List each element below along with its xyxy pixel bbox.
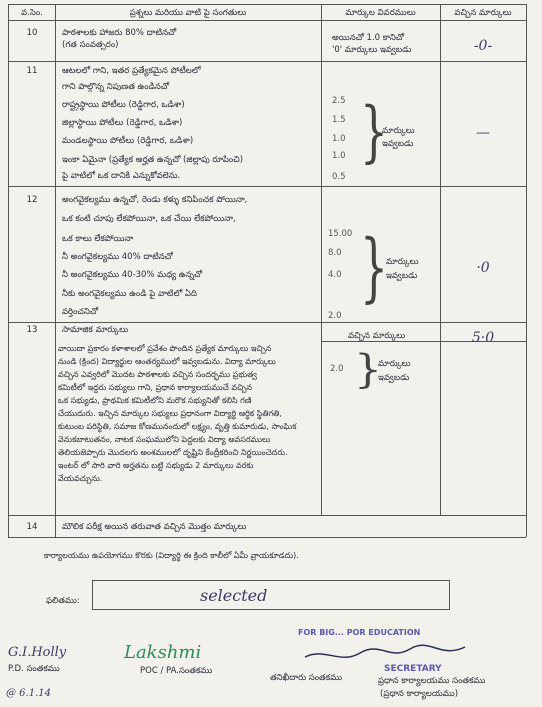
header-sno: వ.సెం. — [21, 8, 43, 18]
row-question-line: ఇంకా ఏమైనా (ప్రత్యేక అర్హత ఉన్నచో (జిల్లాపు రూపించి) — [62, 155, 244, 165]
row-question-line: నీ అంగవైకల్యము 40% దాటినచో — [62, 252, 173, 262]
brace-icon: } — [354, 346, 382, 393]
corner-handwritten-mark: @ 6.1.14 — [6, 688, 51, 699]
row-question-line: జిల్లాస్థాయి పోటీలు (రెడ్డిగార, ఒడిశా) — [62, 118, 183, 128]
marks-label-line: మార్కులు — [382, 126, 415, 136]
row-question-line: వెనుకబాటుతనం, నాటక సంఘములోని పెద్దలకు విద్యా అవసరములు — [58, 435, 271, 444]
marks-label-line: మార్కులు — [378, 359, 411, 369]
marks-value: 15.00 — [328, 229, 353, 239]
col2-border — [321, 4, 322, 515]
marks-value: 2.0 — [330, 364, 344, 374]
row-number: 13 — [26, 325, 38, 335]
row10-bottom-border — [8, 61, 526, 62]
marks-value: 2.5 — [332, 96, 346, 106]
marks-label-line: ఇవ్వబడు — [386, 271, 418, 281]
result-box — [92, 580, 450, 610]
row-question-line: వర్తించనిచో — [62, 307, 98, 317]
row-question-line: తెలియజెప్పారు మొదలగు అంశములలో దృష్టిని కేంద్రీకరించి నిర్ణయించెదరు. — [58, 448, 288, 457]
marks-value: 1.0 — [332, 151, 346, 161]
marks-label-line: ఇవ్వబడు — [382, 139, 414, 149]
brace-icon: } — [360, 94, 388, 171]
awarded-marks: ·0 — [476, 260, 490, 276]
brace-icon: } — [360, 225, 388, 312]
row-number: 12 — [26, 195, 38, 205]
row-question-line: మౌలిక పరీక్ష అయిన తరువాత వచ్చిన మొత్తం మార్కులు — [62, 522, 247, 532]
row-number: 14 — [26, 522, 38, 532]
result-label: ఫలితము: — [46, 596, 80, 606]
awarded-marks: 5·0 — [471, 330, 495, 346]
row-question-line: అంగవైకల్యము ఉన్నచో, రెండు కళ్ళు కనిపించక పోయినా, — [62, 195, 248, 205]
member-signature-label: తనిఖీదారు సంతకము — [270, 673, 343, 683]
row-question-line: నుండి (క్రింద) విద్యార్థుల ఆంతర్యములో ఇవ్వబడును. విద్యా మార్కులు — [58, 357, 276, 366]
row-question-line: ఇంటర్ లో సారి వారి అర్హతను బట్టి సభ్యుడు 2 మార్కులు వరకు — [58, 461, 254, 470]
row13-bottom-border — [8, 515, 526, 516]
marks-detail-line: అయినచో 1.0 కానిచో — [332, 33, 405, 43]
col1-border — [55, 4, 56, 537]
header-marks-details: మార్కుల వివరములు — [345, 8, 416, 18]
row-question-line: పై వాటిలో ఒక దానికి ఎన్నుకోవలెను. — [62, 171, 181, 181]
row-question-line: వచ్చిన ఎవ్వరిలో మొదట పాఠశాలకు వచ్చిన సందర్భము ప్రభుత్వ — [58, 370, 257, 379]
marks-label-line: ఇవ్వబడు — [378, 373, 410, 383]
row-question-line: మండలస్థాయి పోటీలు (రెడ్డిగార, ఒడిశా) — [62, 136, 194, 146]
head-office-note: (ప్రధాన కార్యాలయము) — [380, 689, 459, 699]
marks-value: 4.0 — [328, 270, 342, 280]
row-question-line: పాఠశాలకు హాజరు 80% దాటినచో — [62, 28, 177, 38]
marks-detail-line: '0' మార్కులు ఇవ్వబడు — [332, 45, 412, 55]
header-bottom-border — [8, 20, 526, 21]
awarded-marks: — — [476, 125, 490, 141]
row-question-line: గాని పాల్గొన్న నిపుణత ఉండినచో — [62, 82, 170, 92]
row-question-line: కుటుంబ పరిస్థితి, సమాజ కోణమునందులో లక్ష్యం, వృత్తి కుమారుడు, సాంఘిక — [58, 422, 297, 431]
row-question-line: కమిటీలో ఇద్దరు సభ్యులు గాని, ప్రధాన కార్యాలయముచే వచ్చిన — [58, 383, 253, 392]
marks-label-line: మార్కులు — [386, 257, 419, 267]
row-question-line: వాయిదా ప్రకారం కళాశాలలో ప్రవేశం పొందిన ప్రత్యేక మార్కులు ఇచ్చిన — [58, 344, 272, 353]
row-question-line: నీకు అంగవైకల్యము ఉండి పై వాటిలో ఏది — [62, 289, 197, 299]
marks-value: 8.0 — [328, 248, 342, 258]
header-question: ప్రశ్నలు మరియు వాటి పై సంగతులు — [129, 8, 247, 18]
table-right-border — [526, 4, 527, 537]
row-question-line: నీ అంగవైకల్యము 40-30% మధ్య ఉన్నచో — [62, 270, 203, 280]
row-question-title: సామాజిక మార్కులు — [62, 325, 129, 335]
row-question-line: ఒక కంటి చూపు లేకపోయినా, ఒక చేయి లేకపోయినా, — [62, 214, 236, 224]
org-stamp-secretary: SECRETARY — [384, 664, 442, 674]
pd-signature: G.I.Holly — [8, 645, 67, 660]
row-question-line: రాష్ట్రస్థాయి పోటీలు (రెడ్డిగార, ఒడిశా) — [62, 100, 185, 110]
row-number: 11 — [26, 66, 38, 76]
row12-bottom-border — [8, 322, 526, 323]
marks-value: 1.0 — [332, 134, 346, 144]
row-number: 10 — [26, 28, 38, 38]
row-question-line: వేయవచ్చును. — [58, 474, 103, 483]
marks-subheader: వచ్చిన మార్కులు — [348, 331, 406, 341]
org-stamp-top: FOR BIG... POR EDUCATION — [298, 628, 421, 637]
pd-label: P.D. సంతకము — [8, 664, 60, 674]
row-question-line: (గత సంవత్సరం) — [62, 40, 119, 50]
office-use-note: కార్యాలయము ఉపయోగము కొరకు (విద్యార్థి ఈ క్రింది కాలీలో ఏమీ వ్రాయకూడదు). — [44, 551, 299, 560]
header-marks-awarded: వచ్చిన మార్కులు — [454, 8, 512, 18]
table-left-border — [8, 4, 9, 537]
row-question-line: ఆటలలో గాని, ఇతర ప్రత్యేకమైన పోటీలలో — [62, 66, 201, 76]
marks-value: 1.5 — [332, 115, 346, 125]
secretary-signature-label: ప్రధాన కార్యాలయము సంతకము — [378, 676, 486, 686]
poc-label: POC / PA.సంతకము — [140, 666, 213, 676]
row14-bottom-border — [8, 537, 526, 538]
table-top-border — [8, 4, 526, 5]
marks-value: 2.0 — [328, 311, 342, 321]
row-question-line: చేయుదురు. ఇచ్చిన మార్కుల సభ్యులు ప్రధానంగా విద్యార్థి ఆర్థిక స్థితిగతి, — [58, 409, 282, 418]
marks-value: 0.5 — [332, 172, 346, 182]
row-question-line: ఒక సభ్యుడు, ప్రాథమిక కమిటీలోని మరొక సభ్యునితో కలిసి గణి — [58, 396, 252, 405]
result-value: selected — [200, 586, 268, 605]
poc-signature: Lakshmi — [124, 642, 202, 663]
row-question-line: ఒక కాలు లేకపోయినా — [62, 234, 134, 244]
row11-bottom-border — [8, 186, 526, 187]
awarded-marks: -0- — [473, 38, 493, 54]
